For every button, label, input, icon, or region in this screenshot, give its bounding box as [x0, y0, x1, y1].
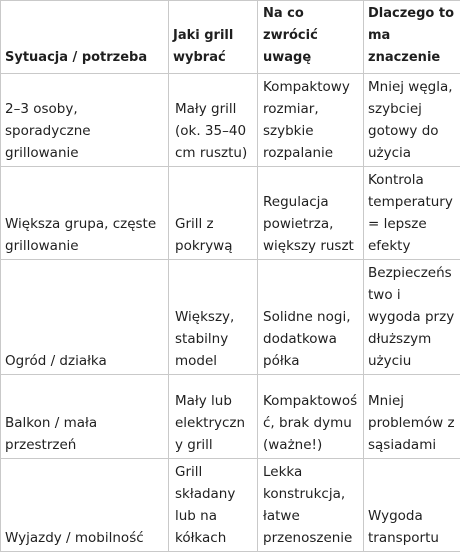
table-row: [1, 375, 460, 459]
situation-cell: Ogród / działka: [1, 260, 169, 375]
table-row: [1, 167, 460, 260]
attention-cell: Solidne nogi, dodatkowa półka: [258, 260, 364, 375]
header-which-grill: Jaki grill wybrać: [169, 1, 258, 74]
table-header-row: [1, 1, 460, 74]
reason-cell: Mniej węgla, szybciej gotowy do użycia: [364, 74, 460, 167]
table-row: [1, 260, 460, 375]
attention-cell: Regulacja powietrza, większy ruszt: [258, 167, 364, 260]
header-why-it-matters: Dlaczego to ma znaczenie: [364, 1, 460, 74]
reason-cell: Mniej problemów z sąsiadami: [364, 375, 460, 459]
attention-cell: Kompaktowy rozmiar, szybkie rozpalanie: [258, 74, 364, 167]
grill-type-cell: Grill składany lub na kółkach: [169, 459, 258, 552]
reason-cell: Wygoda transportu: [364, 459, 460, 552]
grill-type-cell: Mały grill (ok. 35–40 cm rusztu): [169, 74, 258, 167]
reason-cell: Bezpieczeństwo i wygoda przy dłuższym użyciu: [364, 260, 460, 375]
attention-cell: Kompaktowość, brak dymu (ważne!): [258, 375, 364, 459]
situation-cell: Wyjazdy / mobilność: [1, 459, 169, 552]
situation-cell: Balkon / mała przestrzeń: [1, 375, 169, 459]
header-situation: Sytuacja / potrzeba: [1, 1, 169, 74]
table-row: [1, 459, 460, 552]
grill-type-cell: Grill z pokrywą: [169, 167, 258, 260]
situation-cell: Większa grupa, częste grillowanie: [1, 167, 169, 260]
header-what-to-check: Na co zwrócić uwagę: [258, 1, 364, 74]
reason-cell: Kontrola temperatury = lepsze efekty: [364, 167, 460, 260]
situation-cell: 2–3 osoby, sporadyczne grillowanie: [1, 74, 169, 167]
grill-type-cell: Mały lub elektryczny grill: [169, 375, 258, 459]
table-row: [1, 74, 460, 167]
attention-cell: Lekka konstrukcja, łatwe przenoszenie: [258, 459, 364, 552]
grill-type-cell: Większy, stabilny model: [169, 260, 258, 375]
